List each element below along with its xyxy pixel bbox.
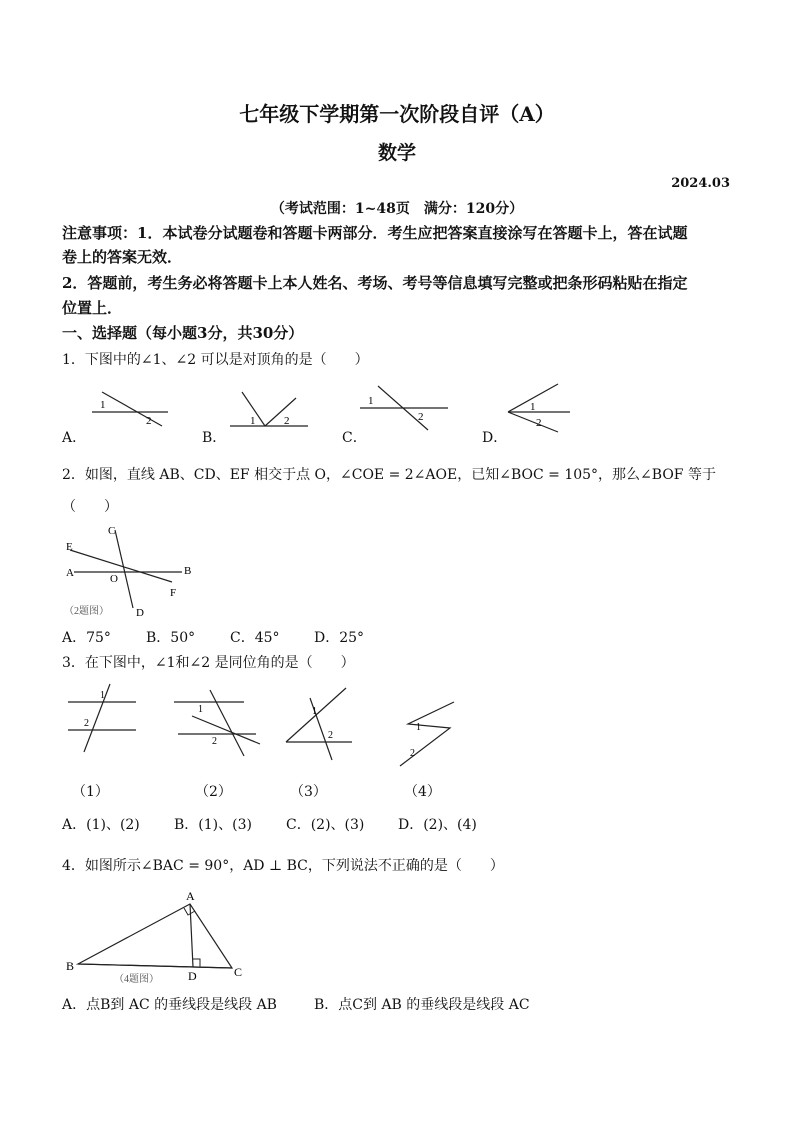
section-heading: 一、选择题（每小题3分，共30分） (62, 324, 304, 342)
svg-text:A: A (186, 889, 195, 903)
q3-caption-1: （1） (72, 784, 109, 800)
q4-figure (60, 888, 250, 988)
svg-text:1: 1 (198, 704, 203, 715)
notice-line-1: 注意事项：1．本试卷分试题卷和答题卡两部分．考生应把答案直接涂写在答题卡上，答在试题 (62, 224, 688, 242)
q4-option-a[interactable]: A．点B到 AC 的垂线段是线段 AB (62, 997, 277, 1013)
q1-option-a[interactable]: A． (62, 430, 87, 446)
q4-stem: 4．如图所示∠BAC = 90°，AD ⊥ BC，下列说法不正确的是（ ） (62, 858, 504, 874)
svg-text:A: A (66, 567, 74, 579)
svg-text:2: 2 (146, 415, 152, 427)
q1-option-b[interactable]: B． (202, 430, 227, 446)
q3-figure-3 (286, 688, 352, 760)
q2-stem-blank: （ ） (62, 499, 118, 515)
svg-text:B: B (184, 565, 192, 577)
q1-figure-c (360, 386, 448, 430)
notice-line-2: 卷上的答案无效． (62, 248, 183, 266)
svg-text:C: C (234, 965, 243, 979)
svg-text:1: 1 (100, 690, 105, 701)
q3-figures (60, 680, 480, 776)
svg-text:2: 2 (536, 417, 542, 429)
svg-text:E: E (66, 541, 73, 553)
notice-line-4: 位置上． (62, 299, 123, 317)
svg-text:2: 2 (84, 718, 89, 729)
q1-figure-a (92, 392, 168, 427)
svg-text:1: 1 (416, 722, 421, 733)
svg-text:2: 2 (418, 411, 424, 423)
q3-caption-3: （3） (290, 784, 327, 800)
svg-text:2: 2 (328, 730, 333, 741)
subject-title: 数学 (377, 142, 416, 164)
q1-figure-d (508, 384, 570, 432)
q2-stem: 2．如图，直线 AB、CD、EF 相交于点 O，∠COE = 2∠AOE，已知∠BOC = 105°，那么∠BOF 等于 (62, 467, 716, 483)
svg-text:1: 1 (250, 415, 256, 427)
exam-date: 2024.03 (671, 176, 730, 191)
q3-option-c[interactable]: C．(2)、(3) (286, 817, 365, 833)
svg-text:（4题图）: （4题图） (114, 974, 159, 985)
q3-option-d[interactable]: D．(2)、(4) (398, 817, 477, 833)
svg-text:O: O (110, 573, 118, 585)
svg-text:2: 2 (410, 748, 415, 759)
q3-figure-1 (68, 684, 136, 752)
q2-option-c[interactable]: C．45° (230, 630, 280, 646)
svg-text:F: F (170, 587, 177, 599)
q2-figure (60, 520, 200, 620)
q1-figure-b (230, 392, 308, 427)
q2-option-d[interactable]: D．25° (314, 630, 365, 646)
svg-text:B: B (66, 959, 75, 973)
svg-text:C: C (108, 525, 116, 537)
q3-option-b[interactable]: B．(1)、(3) (174, 817, 252, 833)
svg-text:2: 2 (284, 415, 290, 427)
svg-text:1: 1 (312, 706, 317, 717)
q3-caption-4: （4） (404, 784, 441, 800)
svg-text:（2题图）: （2题图） (64, 606, 109, 617)
q3-option-a[interactable]: A．(1)、(2) (62, 817, 140, 833)
q1-stem: 1．下图中的∠1、∠2 可以是对顶角的是（ ） (62, 352, 369, 368)
notice-line-3: 2．答题前，考生务必将答题卡上本人姓名、考场、考号等信息填写完整或把条形码粘贴在指定 (62, 274, 688, 292)
exam-range: （考试范围：1~48页 满分：120分） (270, 201, 524, 217)
q3-stem: 3．在下图中，∠1和∠2 是同位角的是（ ） (62, 655, 355, 671)
q3-caption-2: （2） (195, 784, 232, 800)
q4-option-b[interactable]: B．点C到 AB 的垂线段是线段 AC (314, 997, 530, 1013)
svg-text:D: D (188, 969, 197, 983)
exam-title: 七年级下学期第一次阶段自评（A） (239, 102, 555, 126)
svg-text:1: 1 (368, 395, 374, 407)
q3-figure-2 (174, 690, 260, 756)
q2-option-a[interactable]: A．75° (62, 630, 111, 646)
q2-option-b[interactable]: B．50° (146, 630, 196, 646)
svg-text:2: 2 (212, 736, 217, 747)
q3-figure-4 (400, 702, 454, 766)
q1-option-d[interactable]: D． (482, 430, 508, 446)
svg-text:D: D (136, 607, 144, 619)
svg-text:1: 1 (100, 399, 106, 411)
svg-text:1: 1 (530, 401, 536, 413)
q1-option-c[interactable]: C． (342, 430, 367, 446)
